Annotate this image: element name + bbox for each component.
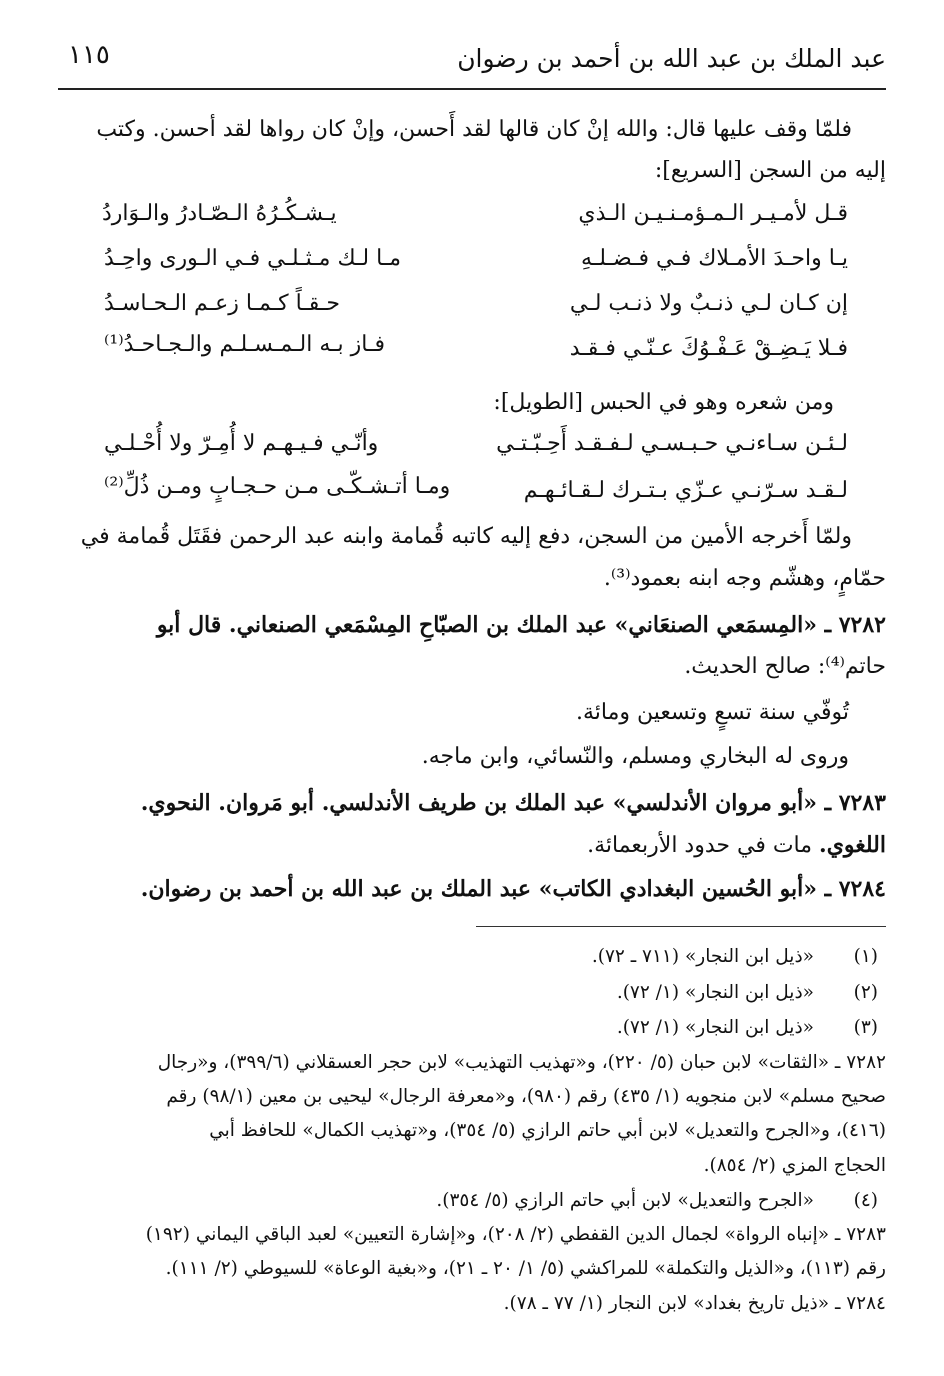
reference-line: ٧٢٨٣ ـ «إنباه الرواة» لجمال الدين القفطي (٢/ ٢٠٨)، و«إشارة التعيين» لعبد الباقي اليماني (١٩٢) [145,1224,886,1245]
reference-line: رقم (١١٣)، و«الذيل والتكملة» للمراكشي (٥/ ١/ ٢٠ ـ ٢١)، و«بغية الوعاة» للسيوطي (٢/ ١١١). [165,1258,886,1279]
reference-line: صحيح مسلم» لابن منجويه (١/ ٤٣٥) رقم (٩٨٠)، و«معرفة الرجال» ليحيى بن معين (٩٨/١) رقم [166,1086,886,1107]
paragraph-line: إليه من السجن [السريع]: [654,158,886,183]
paragraph-line: وروى له البخاري ومسلم، والنّسائي، وابن ماجه. [421,744,849,769]
entry-text: مات في حدود الأربعمائة. [587,833,820,858]
footnote-number: (٢) [853,982,878,1003]
entry-heading-7284: ٧٢٨٤ ـ «أبو الحُسين البغدادي الكاتب» عبد الملك بن عبد الله بن أحمد بن رضوان. [140,876,886,902]
reference-line: ٧٢٨٤ ـ «ذيل تاريخ بغداد» لابن النجار (١/ ٧٧ ـ ٧٨). [503,1293,886,1314]
paragraph-line: حمّامٍ، وهشّم وجه ابنه بعمود⁽³⁾. [603,566,886,591]
reference-line: الحجاج المزي (٢/ ٨٥٤). [703,1155,886,1176]
footnote-text: «ذيل ابن النجار» (١/ ٧٢). [616,1017,814,1038]
header-rule [58,88,886,90]
entry-heading-7282: ٧٢٨٢ ـ «المِسمَعي الصنعَاني» عبد الملك بن الصبّاحِ المِسْمَعي الصنعاني. قال أبو [156,612,886,638]
verse-hemistich-left: وأنّـي فـيـهـم لا أُمِـرّ ولا أُحْـلـي [104,431,379,456]
verse-hemistich-right: قـل لأمـيـر الـمـؤمـنـيـن الـذي [578,201,848,226]
verse-hemistich-right: إن كـان لـي ذنـبٌ ولا ذنـب لـي [569,291,848,316]
entry-heading-7283: ٧٢٨٣ ـ «أبو مروان الأندلسي» عبد الملك بن طريف الأندلسي. أبو مَروان. النحوي. [140,790,886,816]
footnote-number: (٣) [853,1017,878,1038]
verse-hemistich-right: يـا واحـدَ الأمـلاك فـي فـضـلـهِ [580,246,848,271]
verse-hemistich-left: يـشـكُـرُهُ الـصّـادرُ والـوَاردُ [102,201,337,226]
footnote-text: «ذيل ابن النجار» (٧١١ ـ ٧٢). [591,946,814,967]
verse-hemistich-right: فـلا يَـضِـقْ عَـفْـوُكَ عـنّـي فـقـد [569,336,848,361]
verse-hemistich-left: فـاز بـه الـمـسـلـم والـجـاحـدُ⁽¹⁾ [104,332,385,357]
verse-hemistich-left: ومـا أتـشـكّـى مـن حـجـابٍ ومـن ذُلِّ⁽²⁾ [104,474,451,499]
verse-hemistich-left: مـا لـك مـثـلـي فـي الـورى واحِـدُ [104,246,402,271]
paragraph-line: ومن شعره وهو في الحبس [الطويل]: [493,390,834,415]
footnote-rule [476,926,886,927]
verse-hemistich-right: لـئـن سـاءنـي حـبـسـي لـفـقـد أَحِـبّـتـي [496,431,848,456]
running-header-title: عبد الملك بن عبد الله بن أحمد بن رضوان [457,44,886,73]
reference-line: ٧٢٨٢ ـ «الثقات» لابن حبان (٥/ ٢٢٠)، و«تهذيب التهذيب» لابن حجر العسقلاني (٣٩٩/٦)، و«رجال [157,1052,886,1073]
paragraph-line [587,832,886,858]
verse-hemistich-right: لـقـد سـرّنـي عـزّي بـتـرك لـقـائـهـم [523,478,848,503]
footnote-text: «ذيل ابن النجار» (١/ ٧٢). [616,982,814,1003]
page-number: ١١٥ [68,40,110,70]
footnote-text: «الجرح والتعديل» لابن أبي حاتم الرازي (٥/ ٣٥٤). [436,1190,814,1211]
paragraph-line: حاتم⁽⁴⁾: صالح الحديث. [684,654,886,679]
paragraph-line: فلمّا وقف عليها قال: والله إنْ كان قالها لقد أَحسن، وإنْ كان رواها لقد أحسن. وكتب [96,117,852,142]
entry-heading-7283-cont: اللغوي. [819,832,886,858]
verse-hemistich-left: حـقـاً كـمـا زعـم الـحـاسـدُ [104,291,340,316]
paragraph-line: ولمّا أَخرجه الأمين من السجن، دفع إليه كاتبه قُمامة وابنه عبد الرحمن فقَتَل قُمامة في [80,524,852,549]
footnote-number: (١) [853,946,878,967]
footnote-number: (٤) [853,1190,878,1211]
reference-line: (٤١٦)، و«الجرح والتعديل» لابن أبي حاتم الرازي (٥/ ٣٥٤)، و«تهذيب الكمال» للحافظ أبي [209,1120,886,1141]
paragraph-line: تُوفّي سنة تسعٍ وتسعين ومائة. [575,700,849,725]
